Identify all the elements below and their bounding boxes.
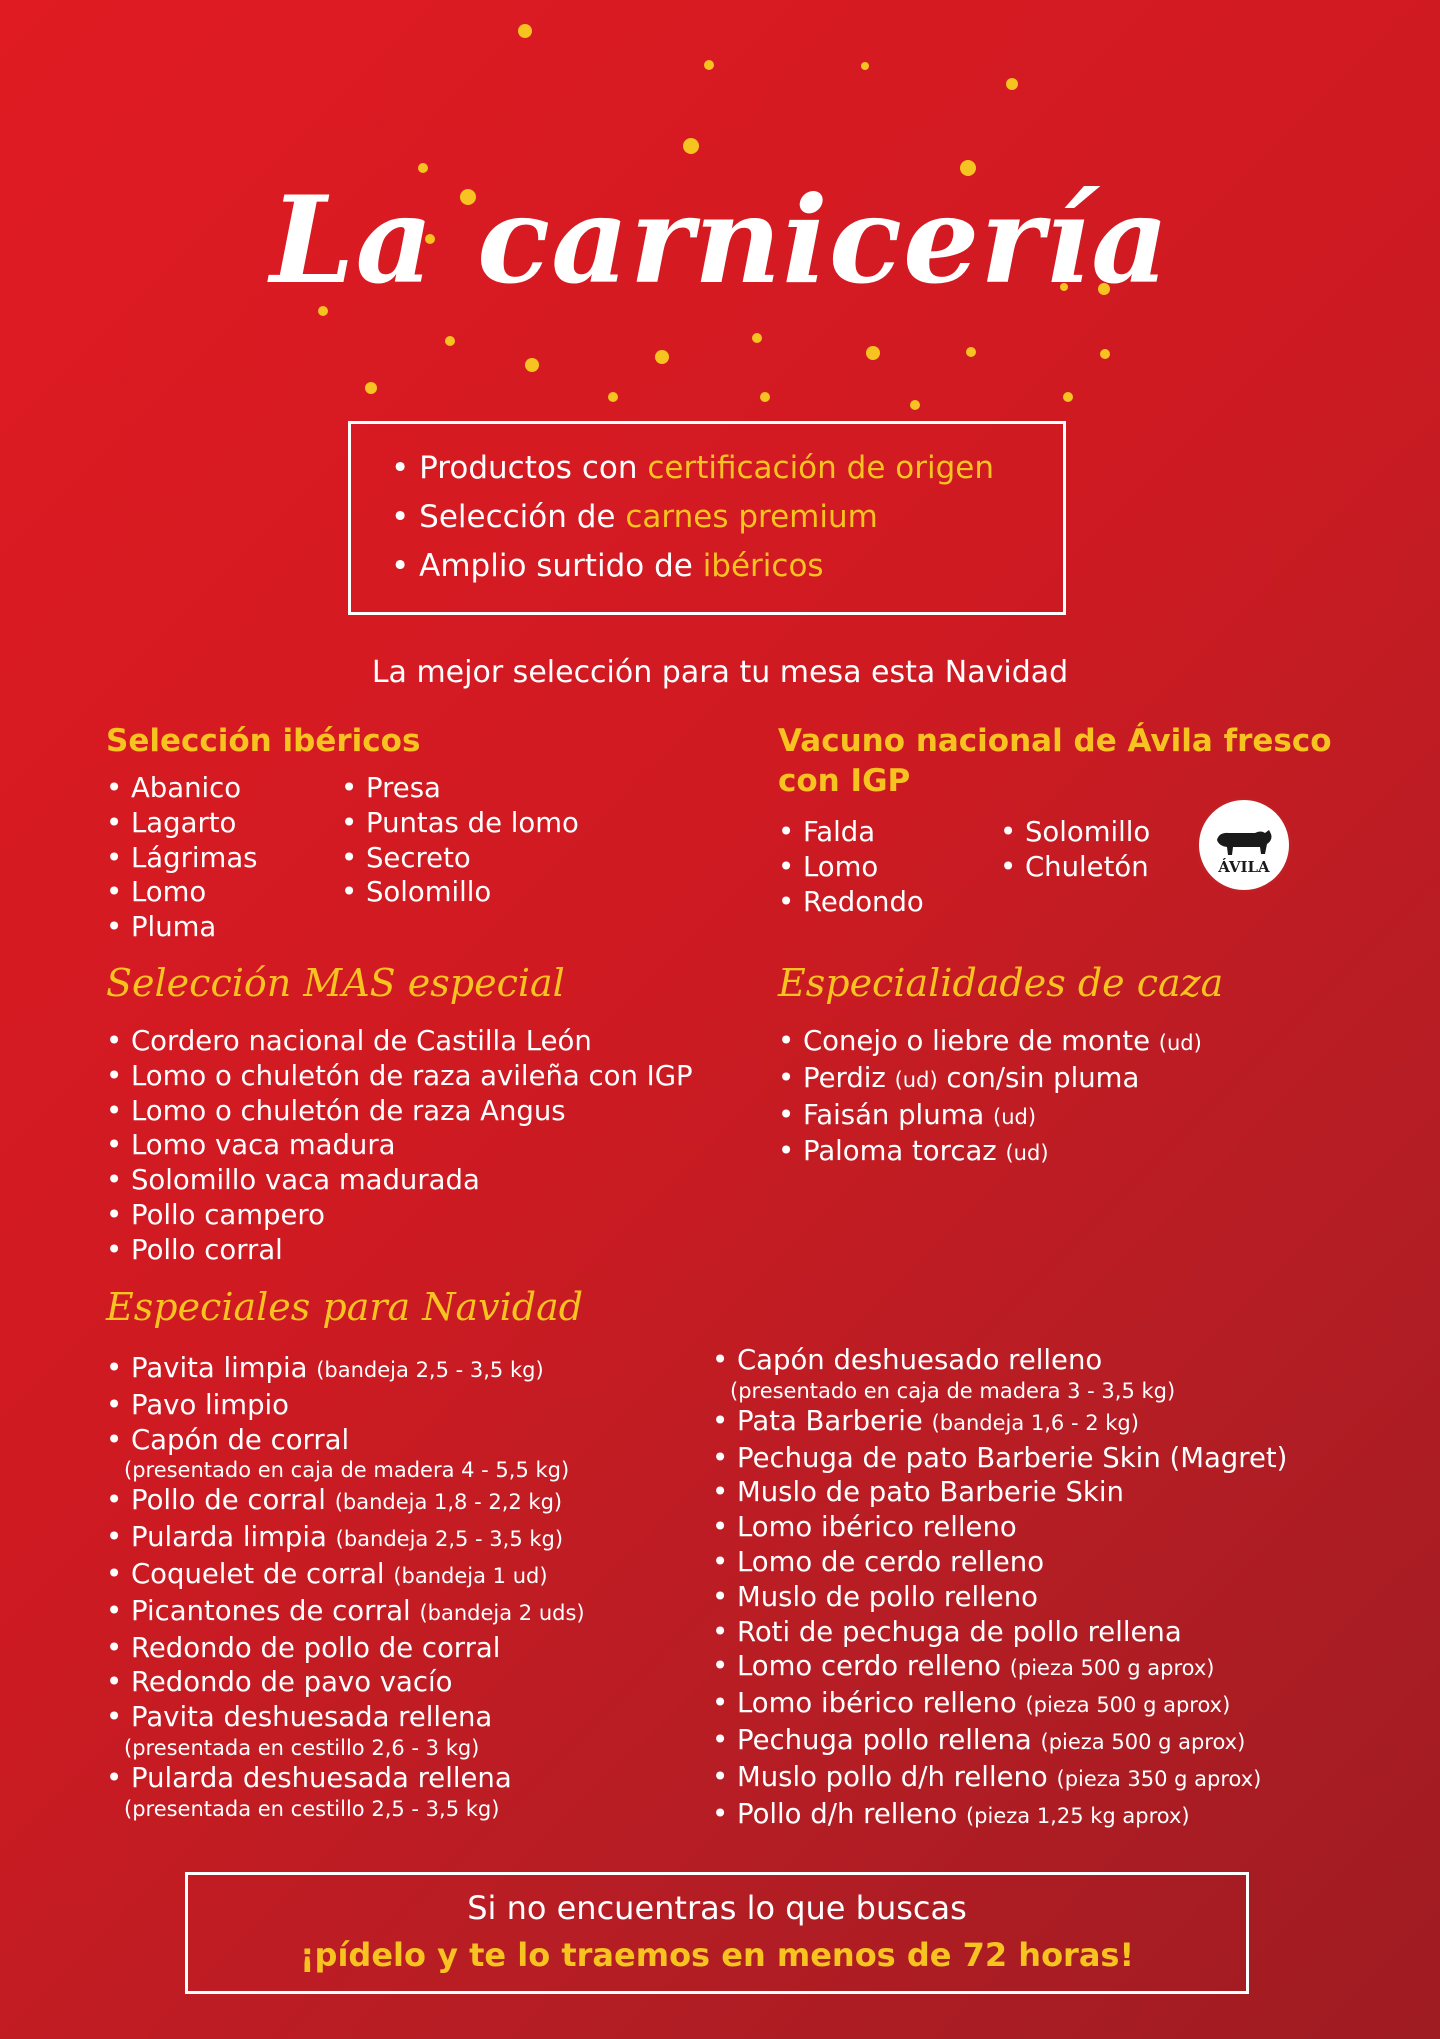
list-item: • Lomo o chuletón de raza avileña con IGP [106,1059,693,1094]
bull-icon [1199,800,1289,890]
list-item: • Solomillo [1000,815,1150,850]
section-heading-navidad: Especiales para Navidad [106,1285,584,1329]
footer-line2: ¡pídelo y te lo traemos en menos de 72 horas! [299,1936,1135,1974]
list-item: • Pularda deshuesada rellena (presentada en cestillo 2,5 - 3,5 kg) [106,1761,585,1822]
list-item: • Lomo o chuletón de raza Angus [106,1094,693,1129]
confetti-dot [365,382,377,394]
list-item: • Paloma torcaz (ud) [778,1134,1202,1171]
list-item: • Pechuga de pato Barberie Skin (Magret) [712,1441,1287,1476]
list-item: • Perdiz (ud) con/sin pluma [778,1061,1202,1098]
list-ibericos-col1 [106,771,258,945]
confetti-dot [861,62,869,70]
list-navidad-right [712,1343,1287,1833]
list-item: • Muslo de pato Barberie Skin [712,1475,1287,1510]
list-item: • Cordero nacional de Castilla León [106,1024,693,1059]
item-detail: (presentado en caja de madera 4 - 5,5 kg) [124,1458,570,1483]
confetti-dot [655,350,669,364]
list-navidad-left [106,1351,585,1822]
item-detail: (presentada en cestillo 2,5 - 3,5 kg) [124,1796,500,1821]
list-item: • Conejo o liebre de monte (ud) [778,1024,1202,1061]
section-heading-vacuno [778,721,1332,801]
list-item: • Lomo ibérico relleno [712,1510,1287,1545]
list-item: • Capón deshuesado relleno (presentado en caja de madera 3 - 3,5 kg) [712,1343,1287,1404]
list-item: • Puntas de lomo [341,806,579,841]
page-title: La carnicería [270,170,1170,311]
list-item: • Lomo ibérico relleno (pieza 500 g aprox) [712,1686,1287,1723]
section-heading-ibericos: Selección ibéricos [106,723,421,759]
list-item: • Solomillo [341,875,579,910]
confetti-dot [752,333,762,343]
tagline: La mejor selección para tu mesa esta Navidad [371,655,1069,690]
list-vacuno-col2 [1000,815,1150,885]
intro-line: • Amplio surtido de ibéricos [391,548,824,584]
list-item: • Lomo cerdo relleno (pieza 500 g aprox) [712,1649,1287,1686]
confetti-dot [518,24,532,38]
list-item: • Secreto [341,841,579,876]
confetti-dot [1100,349,1110,359]
list-item: • Pechuga pollo rellena (pieza 500 g aprox) [712,1723,1287,1760]
list-item: • Falda [778,815,924,850]
avila-igp-badge [1196,797,1292,893]
list-item: • Pollo corral [106,1233,693,1268]
list-item: • Pavo limpio [106,1388,585,1423]
list-item: • Muslo pollo d/h relleno (pieza 350 g aprox) [712,1760,1287,1797]
list-item: • Redondo [778,885,924,920]
list-item: • Redondo de pollo de corral [106,1631,585,1666]
list-item: • Lomo de cerdo relleno [712,1545,1287,1580]
avila-badge-label: ÁVILA [1218,858,1270,876]
section-heading-caza: Especialidades de caza [778,961,1224,1005]
confetti-dot [760,392,770,402]
list-item: • Roti de pechuga de pollo rellena [712,1615,1287,1650]
list-item: • Lágrimas [106,841,258,876]
list-item: • Chuletón [1000,850,1150,885]
footer-box [185,1872,1249,1994]
heading-line: Vacuno nacional de Ávila fresco [778,723,1332,759]
list-vacuno-col1 [778,815,924,919]
confetti-dot [866,346,880,360]
list-caza [778,1024,1202,1171]
list-item: • Solomillo vaca madurada [106,1163,693,1198]
list-item: • Pollo d/h relleno (pieza 1,25 kg aprox) [712,1797,1287,1834]
confetti-dot [1063,392,1073,402]
item-detail: (presentado en caja de madera 3 - 3,5 kg) [730,1378,1176,1403]
list-mas-especial [106,1024,693,1268]
section-heading-mas-especial: Selección MAS especial [106,961,565,1005]
list-item: • Faisán pluma (ud) [778,1098,1202,1135]
list-item: • Picantones de corral (bandeja 2 uds) [106,1594,585,1631]
list-item: • Pavita limpia (bandeja 2,5 - 3,5 kg) [106,1351,585,1388]
confetti-dot [704,60,714,70]
footer-line1: Si no encuentras lo que buscas [467,1889,967,1927]
confetti-dot [683,138,699,154]
intro-line: • Selección de carnes premium [391,499,878,535]
list-item: • Pollo de corral (bandeja 1,8 - 2,2 kg) [106,1483,585,1520]
item-detail: (presentada en cestillo 2,6 - 3 kg) [124,1735,480,1760]
list-item: • Pata Barberie (bandeja 1,6 - 2 kg) [712,1404,1287,1441]
confetti-dot [966,347,976,357]
list-item: • Lagarto [106,806,258,841]
list-item: • Pollo campero [106,1198,693,1233]
list-item: • Lomo vaca madura [106,1128,693,1163]
list-item: • Lomo [106,875,258,910]
confetti-dot [525,358,539,372]
heading-line: con IGP [778,763,911,799]
confetti-dot [1006,78,1018,90]
list-item: • Presa [341,771,579,806]
list-item: • Lomo [778,850,924,885]
list-ibericos-col2 [341,771,579,910]
list-item: • Capón de corral (presentado en caja de madera 4 - 5,5 kg) [106,1423,585,1484]
list-item: • Abanico [106,771,258,806]
confetti-dot [445,336,455,346]
list-item: • Pavita deshuesada rellena (presentada en cestillo 2,6 - 3 kg) [106,1700,585,1761]
confetti-dot [608,392,618,402]
list-item: • Pularda limpia (bandeja 2,5 - 3,5 kg) [106,1520,585,1557]
list-item: • Muslo de pollo relleno [712,1580,1287,1615]
list-item: • Redondo de pavo vacío [106,1665,585,1700]
list-item: • Pluma [106,910,258,945]
confetti-dot [910,400,920,410]
intro-box [348,421,1066,615]
intro-line: • Productos con certificación de origen [391,450,994,486]
list-item: • Coquelet de corral (bandeja 1 ud) [106,1557,585,1594]
